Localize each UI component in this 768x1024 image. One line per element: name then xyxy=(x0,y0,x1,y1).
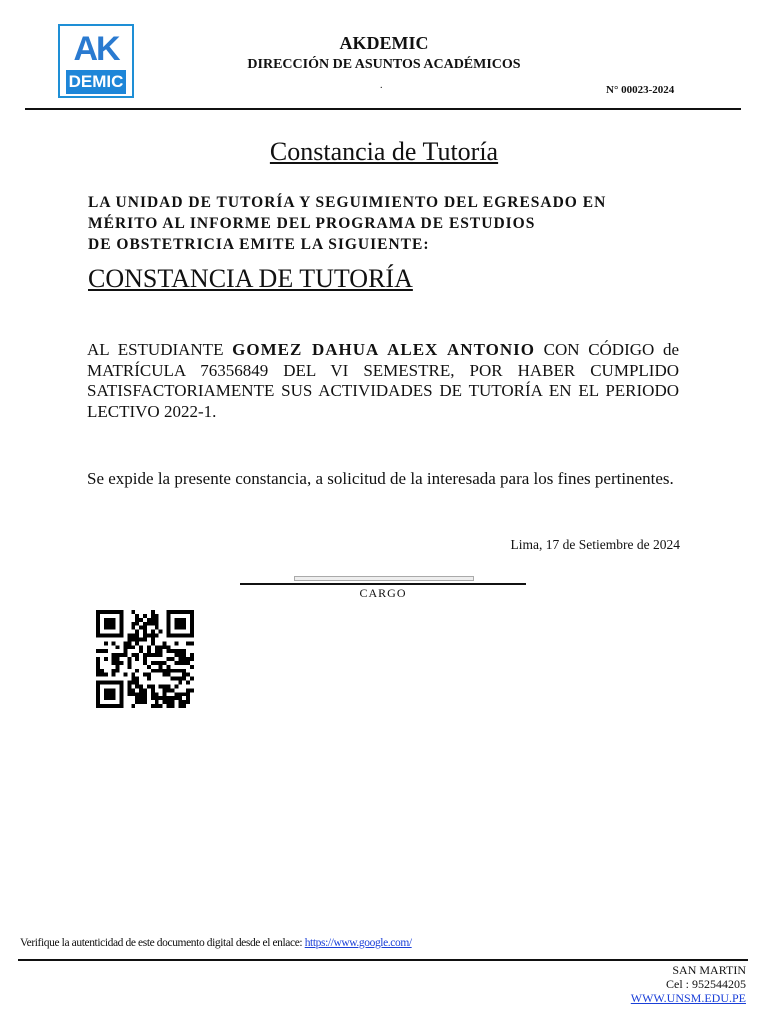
issue-date: Lima, 17 de Setiembre de 2024 xyxy=(510,537,680,552)
intro-line: LA UNIDAD DE TUTORÍA Y SEGUIMIENTO DEL EGRESADO EN xyxy=(88,194,607,211)
intro-line: DE OBSTETRICIA EMITE LA SIGUIENTE: xyxy=(88,236,430,253)
footer-website[interactable]: WWW.UNSM.EDU.PE xyxy=(630,991,746,1005)
department-name: DIRECCIÓN DE ASUNTOS ACADÉMICOS xyxy=(247,57,521,72)
student-name: GOMEZ DAHUA ALEX ANTONIO xyxy=(232,340,535,359)
logo-top-text: AK xyxy=(73,30,119,68)
footer-city: SAN MARTIN xyxy=(672,963,746,977)
body-rest: CON CÓDIGO de MATRÍCULA 76356849 DEL VI SEMESTRE, POR HABER CUMPLIDO SATISFACTORIAMENTE SUS ACTIVIDADES DE TUTORÍA EN EL PERIODO LECTIVO 2022-1. xyxy=(87,340,680,421)
signature-line xyxy=(240,583,526,585)
header-divider xyxy=(25,108,741,110)
footer-phone: Cel : 952544205 xyxy=(666,977,746,991)
certificate-heading: CONSTANCIA DE TUTORÍA xyxy=(88,264,413,293)
org-name: AKDEMIC xyxy=(339,33,429,53)
header-dot: . xyxy=(380,80,383,91)
verification-link[interactable]: https://www.google.com/ xyxy=(304,937,412,949)
document-title: Constancia de Tutoría xyxy=(269,137,499,166)
intro-paragraph xyxy=(88,192,688,255)
footer-divider xyxy=(18,959,748,961)
logo-bottom-text: DEMIC xyxy=(66,70,126,94)
signature-cargo: CARGO xyxy=(359,586,407,600)
signature-image xyxy=(294,576,474,581)
intro-line: MÉRITO AL INFORME DEL PROGRAMA DE ESTUDIOS xyxy=(88,215,536,232)
verification-note xyxy=(20,937,412,949)
qr-code xyxy=(93,610,197,708)
certificate-body xyxy=(87,340,679,422)
issue-statement: Se expide la presente constancia, a solicitud de la interesada para los fines pertinentes. xyxy=(87,469,674,488)
body-prefix: AL ESTUDIANTE xyxy=(87,340,233,359)
verification-text: Verifique la autenticidad de este documento digital desde el enlace: xyxy=(20,937,305,949)
document-number: N° 00023-2024 xyxy=(606,84,675,96)
